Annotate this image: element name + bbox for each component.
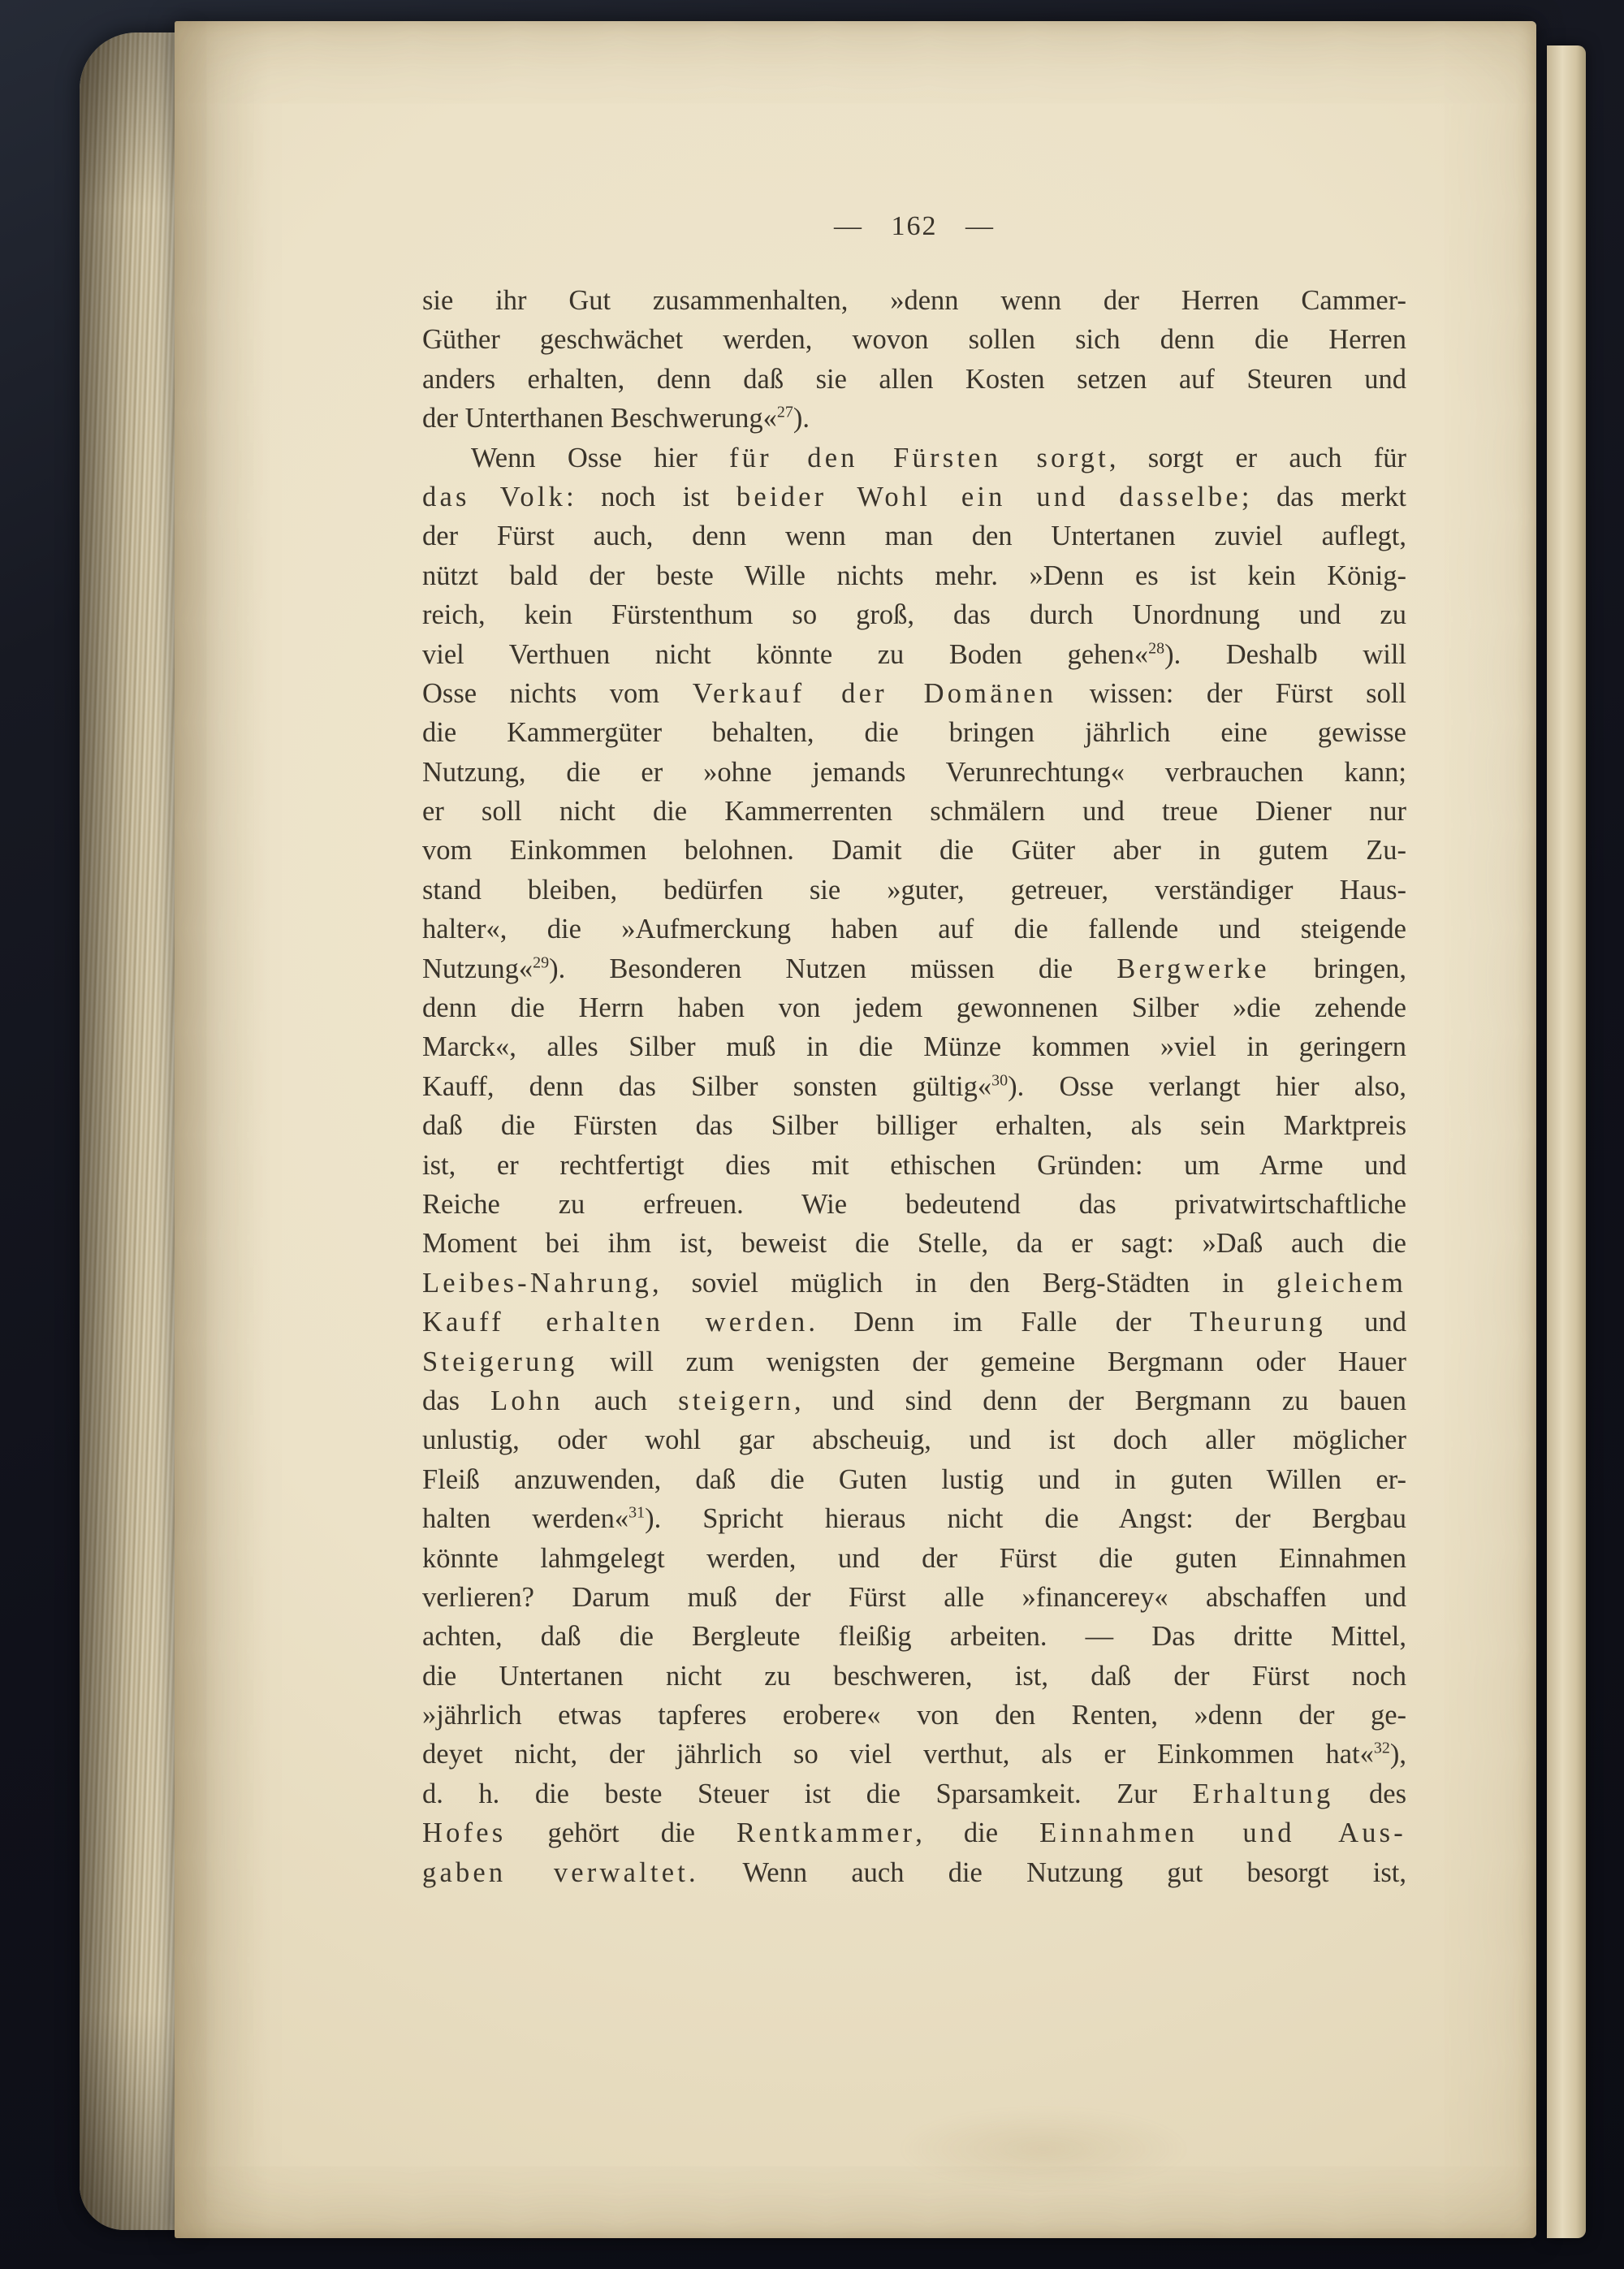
- text-line: [422, 1853, 1406, 1892]
- emphasized-text: gleichem: [1276, 1267, 1406, 1299]
- text-line: [422, 713, 1406, 752]
- text-segment: Wenn auch die Nutzung gut besorgt ist,: [698, 1856, 1406, 1888]
- text-line: [422, 753, 1406, 792]
- text-line: [422, 360, 1406, 399]
- text-segment: Kauff, denn das Silber sonsten gültig«: [422, 1070, 992, 1102]
- text-line: [422, 1774, 1406, 1813]
- text-segment: er soll nicht die Kammerrenten schmälern und treue Diener nur: [422, 796, 1406, 828]
- text-segment: daß die Fürsten das Silber billiger erhalten, als sein Marktpreis: [422, 1110, 1406, 1142]
- text-segment: ),: [1389, 1739, 1406, 1770]
- text-segment: vom Einkommen belohnen. Damit die Güter aber in gutem Zu-: [422, 835, 1406, 867]
- text-segment: Nutzung«: [422, 953, 533, 984]
- emphasized-text: steigern: [678, 1385, 794, 1416]
- text-line: [422, 1813, 1406, 1852]
- text-line: [422, 556, 1406, 595]
- text-segment: die Untertanen nicht zu beschweren, ist, daß der Fürst noch: [422, 1660, 1406, 1692]
- text-segment: deyet nicht, der jährlich so viel verthut, als er Einkommen hat«: [422, 1739, 1374, 1770]
- emphasized-text: Hofes: [422, 1817, 507, 1849]
- text-line: [422, 792, 1406, 831]
- emphasized-text: Erhaltung: [1192, 1778, 1334, 1809]
- text-segment: , soviel müglich in den Berg-Städten in: [651, 1267, 1276, 1299]
- text-segment: : noch ist: [566, 481, 736, 512]
- emphasized-text: Kauff erhalten werden: [422, 1307, 809, 1338]
- footnote-reference: 29: [533, 953, 550, 972]
- text-segment: . Denn im Falle der: [808, 1307, 1190, 1338]
- text-segment: ).: [793, 403, 810, 434]
- text-segment: stand bleiben, bedürfen sie »guter, getreuer, verständiger Haus-: [422, 874, 1406, 905]
- text-segment: Osse nichts vom: [422, 677, 693, 709]
- text-segment: Nutzung, die er »ohne jemands Verunrechtung« verbrauchen kann;: [422, 756, 1406, 788]
- adjacent-page-edge: [1547, 45, 1586, 2238]
- text-line: [422, 1224, 1406, 1263]
- text-line: [422, 516, 1406, 555]
- text-segment: halter«, die »Aufmerckung haben auf die fallende und steigende: [422, 914, 1406, 945]
- page-number: — 162 —: [834, 211, 995, 241]
- text-line: [422, 1381, 1406, 1420]
- text-segment: ist, er rechtfertigt dies mit ethischen Gründen: um Arme und: [422, 1149, 1406, 1181]
- text-segment: und: [1325, 1307, 1406, 1338]
- text-line: [422, 1420, 1406, 1459]
- text-segment: Moment bei ihm ist, beweist die Stelle, da er sagt: »Daß auch die: [422, 1228, 1406, 1260]
- emphasized-text: gaben verwaltet.: [422, 1856, 699, 1888]
- text-segment: »jährlich etwas tapferes erobere« von den Renten, »denn der ge-: [422, 1700, 1406, 1731]
- text-segment: Fleiß anzuwenden, daß die Guten lustig und in guten Willen er-: [422, 1463, 1406, 1495]
- text-line: [422, 674, 1406, 713]
- text-line: [422, 1067, 1406, 1106]
- text-segment: d. h. die beste Steuer ist die Sparsamkeit. Zur: [422, 1778, 1193, 1809]
- text-segment: anders erhalten, denn daß sie allen Kosten setzen auf Steuren und: [422, 363, 1406, 395]
- text-segment: achten, daß die Bergleute fleißig arbeiten. — Das dritte Mittel,: [422, 1621, 1406, 1653]
- text-segment: der Unterthanen Beschwerung«: [422, 403, 777, 434]
- text-line: [422, 1460, 1406, 1499]
- text-segment: wissen: der Fürst soll: [1056, 677, 1407, 709]
- emphasized-text: beider Wohl ein und dasselbe: [736, 481, 1242, 512]
- emphasized-text: Verkauf der Domänen: [692, 677, 1057, 709]
- text-segment: denn die Herrn haben von jedem gewonnenen Silber »die zehende: [422, 992, 1406, 1024]
- text-line: [422, 1185, 1406, 1224]
- footnote-reference: 27: [776, 403, 793, 421]
- text-line: [422, 1146, 1406, 1185]
- emphasized-text: das Volk: [422, 481, 567, 512]
- text-segment: will zum wenigsten der gemeine Bergmann oder Hauer: [577, 1346, 1406, 1377]
- text-segment: , die: [915, 1817, 1040, 1849]
- text-line: [422, 320, 1406, 359]
- emphasized-text: Bergwerke: [1116, 953, 1270, 984]
- footnote-reference: 30: [991, 1071, 1009, 1090]
- text-segment: das: [422, 1385, 491, 1416]
- text-segment: Güther geschwächet werden, wovon sollen sich denn die Herren: [422, 324, 1406, 356]
- emphasized-text: Einnahmen und Aus-: [1039, 1817, 1406, 1849]
- text-line: [422, 439, 1406, 478]
- text-segment: die Kammergüter behalten, die bringen jährlich eine gewisse: [422, 717, 1406, 749]
- text-line: [422, 1342, 1406, 1381]
- text-line: [422, 1106, 1406, 1145]
- text-line: [422, 1264, 1406, 1303]
- text-segment: ). Besonderen Nutzen müssen die: [549, 953, 1117, 984]
- text-segment: Wenn Osse hier: [471, 442, 730, 473]
- text-block: [422, 281, 1406, 1892]
- text-line: [422, 871, 1406, 910]
- text-segment: nützt bald der beste Wille nichts mehr. »Denn es ist kein König-: [422, 560, 1406, 591]
- emphasized-text: Leibes-Nahrung: [422, 1267, 652, 1299]
- text-line: [422, 1499, 1406, 1538]
- emphasized-text: Lohn: [490, 1385, 564, 1416]
- text-segment: , und sind denn der Bergmann zu bauen: [793, 1385, 1406, 1416]
- text-segment: , sorgt er auch für: [1108, 442, 1406, 473]
- text-line: [422, 635, 1406, 674]
- text-line: [422, 1696, 1406, 1735]
- text-segment: sie ihr Gut zusammenhalten, »denn wenn der Herren Cammer-: [422, 285, 1406, 316]
- text-line: [422, 831, 1406, 870]
- text-line: [422, 1617, 1406, 1656]
- text-line: [422, 988, 1406, 1027]
- footnote-reference: 31: [628, 1503, 646, 1522]
- text-segment: reich, kein Fürstenthum so groß, das durch Unordnung und zu: [422, 599, 1406, 631]
- text-segment: gehört die: [506, 1817, 736, 1849]
- book-page: [175, 21, 1536, 2238]
- text-line: [422, 1578, 1406, 1617]
- text-line: [422, 1539, 1406, 1578]
- text-segment: verlieren? Darum muß der Fürst alle »financerey« abschaffen und: [422, 1581, 1406, 1613]
- footnote-reference: 28: [1148, 639, 1165, 658]
- page-stack-edge: [80, 32, 189, 2230]
- text-line: [422, 1735, 1406, 1774]
- emphasized-text: Rentkammer: [736, 1817, 916, 1849]
- text-segment: bringen,: [1269, 953, 1406, 984]
- text-segment: unlustig, oder wohl gar abscheuig, und ist doch aller möglicher: [422, 1424, 1406, 1456]
- emphasized-text: für den Fürsten sorgt: [729, 442, 1109, 473]
- text-line: [422, 595, 1406, 634]
- emphasized-text: Theurung: [1190, 1307, 1326, 1338]
- text-segment: auch: [563, 1385, 679, 1416]
- text-line: [422, 949, 1406, 988]
- text-line: [422, 1303, 1406, 1342]
- text-line: [422, 399, 1406, 438]
- text-segment: Marck«, alles Silber muß in die Münze kommen »viel in geringern: [422, 1031, 1406, 1063]
- text-segment: halten werden«: [422, 1503, 629, 1535]
- text-segment: ). Deshalb will: [1164, 638, 1407, 670]
- text-segment: Reiche zu erfreuen. Wie bedeutend das privatwirtschaftliche: [422, 1188, 1406, 1220]
- footnote-reference: 32: [1373, 1739, 1390, 1757]
- text-line: [422, 1657, 1406, 1696]
- text-line: [422, 478, 1406, 516]
- emphasized-text: Steigerung: [422, 1346, 578, 1377]
- text-segment: viel Verthuen nicht könnte zu Boden gehen«: [422, 638, 1149, 670]
- paper-stain: [897, 2108, 1190, 2189]
- text-line: [422, 910, 1406, 949]
- text-segment: des: [1333, 1778, 1406, 1809]
- text-segment: ). Osse verlangt hier also,: [1008, 1070, 1406, 1102]
- text-segment: ; das merkt: [1241, 481, 1406, 512]
- text-segment: könnte lahmgelegt werden, und der Fürst die guten Einnahmen: [422, 1542, 1406, 1574]
- text-segment: ). Spricht hieraus nicht die Angst: der Bergbau: [645, 1503, 1406, 1535]
- text-line: [422, 1027, 1406, 1066]
- text-segment: der Fürst auch, denn wenn man den Untertanen zuviel auflegt,: [422, 521, 1406, 552]
- text-line: [422, 281, 1406, 320]
